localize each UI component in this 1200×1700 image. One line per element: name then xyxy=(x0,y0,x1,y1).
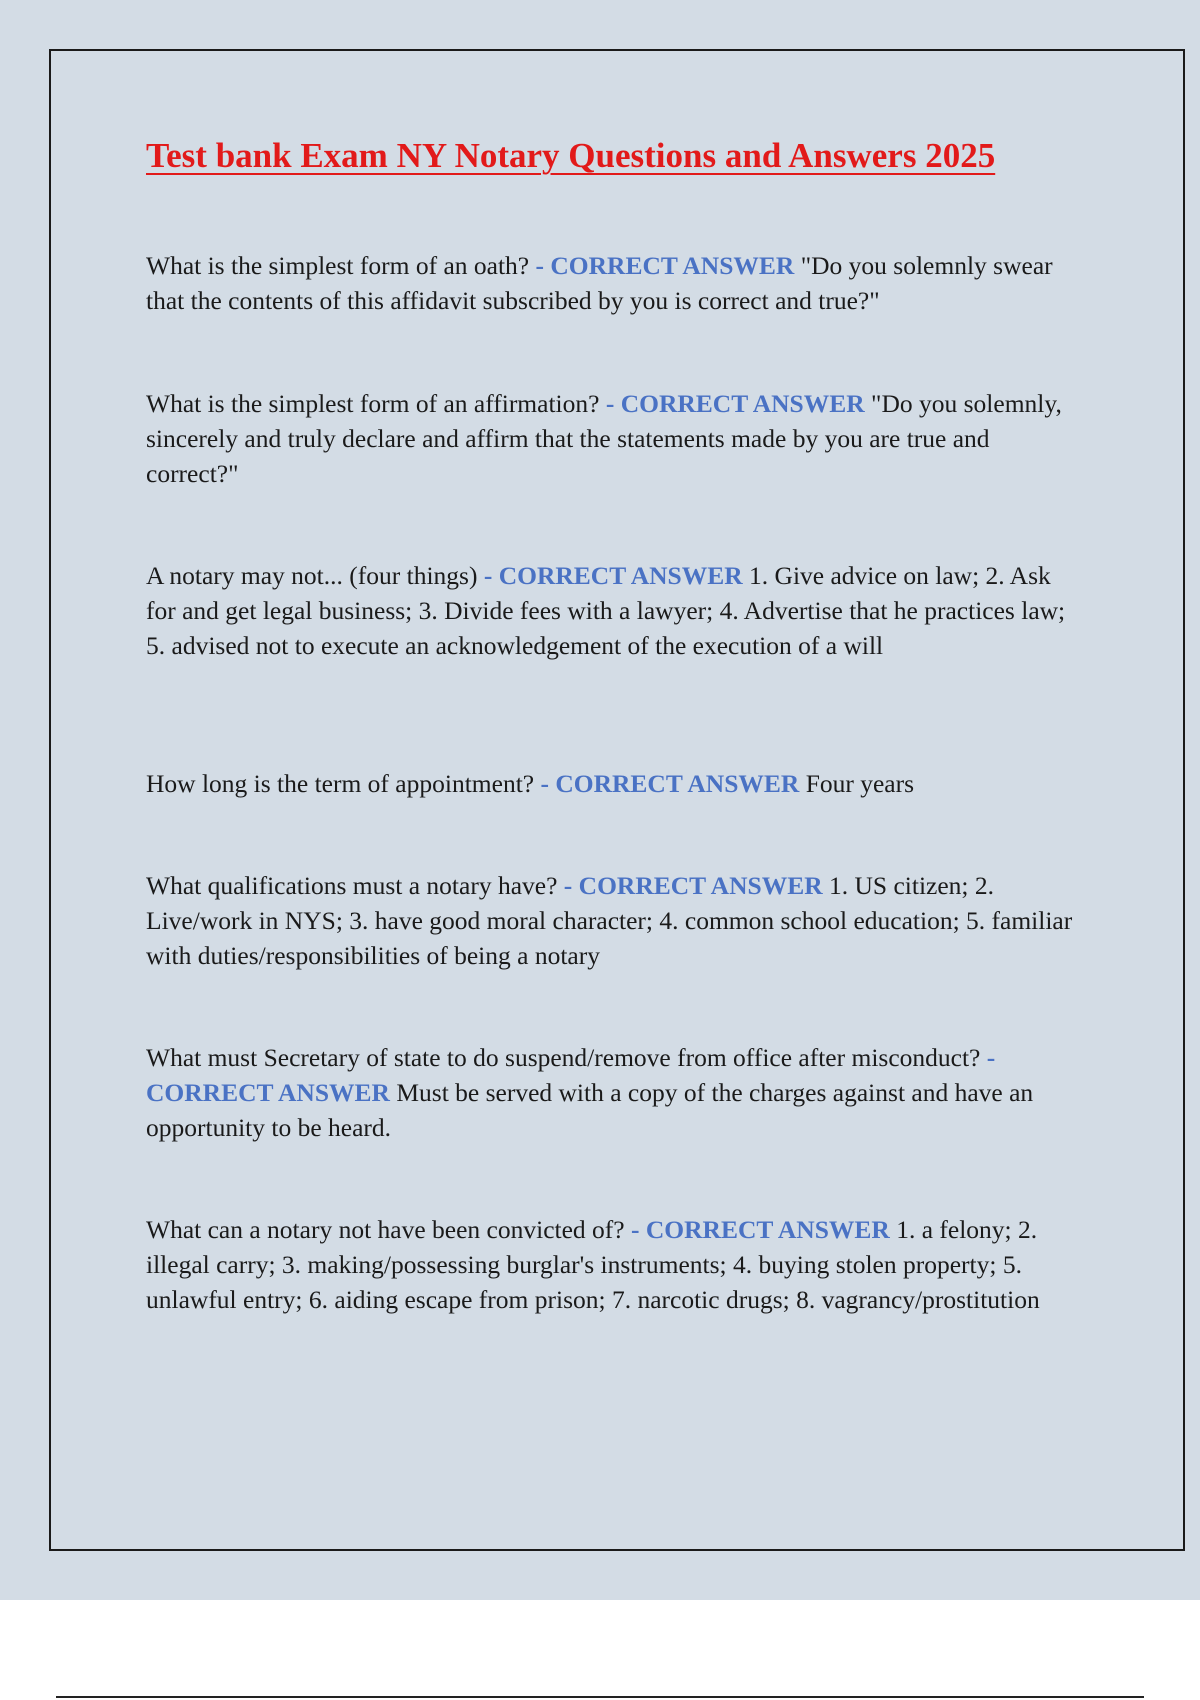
answer-separator: - xyxy=(477,561,499,590)
correct-answer-tag: CORRECT ANSWER xyxy=(578,871,823,900)
answer-text: Must be served with a copy of the charges against and have an opportunity to be heard. xyxy=(146,1078,1034,1142)
qa-item-5 xyxy=(146,868,1086,973)
answer-separator: - xyxy=(624,1215,646,1244)
footer-divider xyxy=(56,1696,1144,1698)
qa-item-1 xyxy=(146,248,1086,318)
question-text: What qualifications must a notary have? xyxy=(146,871,558,900)
answer-text: "Do you solemnly swear that the contents of this affidavit subscribed by you is correct and true?" xyxy=(146,251,1053,315)
answer-separator: - xyxy=(599,389,621,418)
qa-item-3 xyxy=(146,558,1086,663)
answer-separator: - xyxy=(980,1043,996,1072)
correct-answer-tag: CORRECT ANSWER xyxy=(550,251,795,280)
question-text: What is the simplest form of an oath? xyxy=(146,251,530,280)
qa-item-7 xyxy=(146,1212,1086,1317)
answer-text: 1. US citizen; 2. Live/work in NYS; 3. have good moral character; 4. common school education; 5. familiar with duties/responsibilities of being a notary xyxy=(146,871,1073,970)
correct-answer-tag: CORRECT ANSWER xyxy=(645,1215,890,1244)
question-text: A notary may not... (four things) xyxy=(146,561,478,590)
question-text: What can a notary not have been convicted of? xyxy=(146,1215,625,1244)
answer-text: Four years xyxy=(805,769,915,798)
correct-answer-tag: CORRECT ANSWER xyxy=(498,561,743,590)
question-text: What is the simplest form of an affirmation? xyxy=(146,389,600,418)
answer-text: 1. Give advice on law; 2. Ask for and get legal business; 3. Divide fees with a lawyer; 4. Advertise that he practices law; 5. advised not to execute an acknowledgement of the execution of a will xyxy=(146,561,1066,660)
answer-separator: - xyxy=(557,871,579,900)
correct-answer-tag: CORRECT ANSWER xyxy=(555,769,800,798)
answer-separator: - xyxy=(534,769,556,798)
answer-text: "Do you solemnly, sincerely and truly declare and affirm that the statements made by you are true and correct?" xyxy=(146,389,1062,488)
answer-text: 1. a felony; 2. illegal carry; 3. making/possessing burglar's instruments; 4. buying stolen property; 5. unlawful entry; 6. aiding escape from prison; 7. narcotic drugs; 8. vagrancy/prostitution xyxy=(146,1215,1040,1314)
answer-separator: - xyxy=(529,251,551,280)
qa-item-4 xyxy=(146,766,1086,801)
document-title: Test bank Exam NY Notary Questions and Answers 2025 xyxy=(146,136,996,175)
correct-answer-tag: CORRECT ANSWER xyxy=(620,389,865,418)
qa-item-6 xyxy=(146,1040,1086,1145)
qa-item-2 xyxy=(146,386,1086,491)
question-text: How long is the term of appointment? xyxy=(146,769,535,798)
correct-answer-tag: CORRECT ANSWER xyxy=(146,1078,390,1107)
question-text: What must Secretary of state to do suspend/remove from office after misconduct? xyxy=(146,1043,981,1072)
